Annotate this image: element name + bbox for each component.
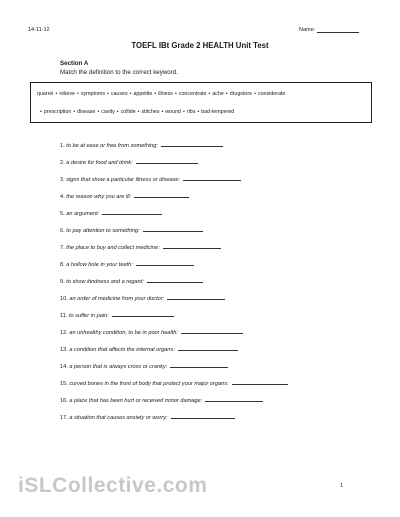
- keyword: appetite: [133, 91, 153, 97]
- keyword: cavity: [101, 109, 115, 115]
- question-text: to suffer in pain:: [68, 313, 109, 319]
- question-text: an order of medicine from your doctor:: [69, 296, 165, 302]
- question-number: 12.: [60, 330, 68, 336]
- question-text: a person that is always cross or cranky:: [69, 364, 168, 370]
- bullet-separator: •: [174, 91, 177, 97]
- answer-blank[interactable]: [136, 159, 198, 164]
- bullet-separator: •: [73, 109, 76, 115]
- keyword: symptoms: [80, 91, 105, 97]
- keyword: ache: [212, 91, 224, 97]
- question-item: [60, 312, 174, 319]
- answer-blank[interactable]: [112, 312, 174, 317]
- question-item: [60, 380, 288, 387]
- question-text: signs that show a particular illness or disease:: [66, 177, 181, 183]
- question-number: 9.: [60, 279, 65, 285]
- answer-blank[interactable]: [183, 176, 241, 181]
- answer-blank[interactable]: [171, 414, 235, 419]
- answer-blank[interactable]: [170, 363, 228, 368]
- question-number: 6.: [60, 228, 65, 234]
- question-item: [60, 295, 225, 302]
- page-number: 1: [340, 483, 344, 489]
- question-text: to be at ease or free from something:: [66, 143, 158, 149]
- question-text: the reason why you are ill:: [66, 194, 132, 200]
- answer-blank[interactable]: [102, 210, 162, 215]
- bullet-separator: •: [225, 91, 228, 97]
- section-title: Section A: [60, 60, 89, 67]
- keyword: stitches: [141, 109, 160, 115]
- answer-blank[interactable]: [161, 142, 223, 147]
- question-item: [60, 363, 228, 370]
- question-item: [60, 261, 194, 268]
- question-item: [60, 176, 241, 183]
- question-item: [60, 159, 198, 166]
- keyword: bad-tempered: [201, 109, 235, 115]
- answer-blank[interactable]: [136, 261, 194, 266]
- bullet-separator: •: [182, 109, 185, 115]
- keyword: wound: [165, 109, 181, 115]
- question-text: a place that has been hurt or received minor damage:: [69, 398, 203, 404]
- bullet-separator: •: [106, 91, 109, 97]
- keyword: concentrate: [178, 91, 207, 97]
- keyword: drugstore: [229, 91, 253, 97]
- question-number: 3.: [60, 177, 65, 183]
- bullet-separator: •: [40, 109, 42, 115]
- name-blank-line: [317, 27, 359, 33]
- question-item: [60, 397, 263, 404]
- question-number: 14.: [60, 364, 68, 370]
- question-item: [60, 414, 235, 421]
- page-title: TOEFL IBt Grade 2 HEALTH Unit Test: [131, 41, 269, 50]
- keyword: collide: [120, 109, 136, 115]
- keyword-line-2: [38, 109, 234, 115]
- bullet-separator: •: [137, 109, 140, 115]
- bullet-separator: •: [129, 91, 132, 97]
- bullet-separator: •: [197, 109, 200, 115]
- answer-blank[interactable]: [163, 244, 221, 249]
- question-number: 1.: [60, 143, 65, 149]
- question-item: [60, 278, 203, 285]
- bullet-separator: •: [161, 109, 164, 115]
- answer-blank[interactable]: [147, 278, 203, 283]
- bullet-separator: •: [254, 91, 256, 97]
- answer-blank[interactable]: [143, 227, 203, 232]
- question-text: a condition that affects the internal organs:: [69, 347, 175, 353]
- keyword: illness: [158, 91, 173, 97]
- question-text: curved bones in the front of body that protect your major organs:: [69, 381, 229, 387]
- question-text: an unhealthy condition, to be in poor health:: [69, 330, 178, 336]
- name-label: Name:: [299, 27, 316, 33]
- question-number: 17.: [60, 415, 68, 421]
- question-text: a situation that causes anxiety or worry:: [69, 415, 168, 421]
- keyword: relieve: [59, 91, 75, 97]
- question-text: the place to buy and collect medicine:: [66, 245, 160, 251]
- answer-blank[interactable]: [134, 193, 189, 198]
- keyword: considerate: [257, 91, 286, 97]
- answer-blank[interactable]: [181, 329, 243, 334]
- keyword: causes: [110, 91, 128, 97]
- bullet-separator: •: [55, 91, 58, 97]
- keyword: disease: [77, 109, 96, 115]
- question-item: [60, 227, 203, 234]
- bullet-separator: •: [208, 91, 211, 97]
- question-item: [60, 142, 223, 149]
- question-number: 13.: [60, 347, 68, 353]
- question-text: a hollow hole in your teeth:: [66, 262, 133, 268]
- keyword: quarrel: [37, 91, 54, 97]
- keyword: ribs: [186, 109, 196, 115]
- answer-blank[interactable]: [232, 380, 288, 385]
- bullet-separator: •: [154, 91, 157, 97]
- question-item: [60, 329, 243, 336]
- section-instruction: Match the definition to the correct keyword.: [60, 69, 178, 76]
- question-item: [60, 210, 162, 217]
- answer-blank[interactable]: [167, 295, 225, 300]
- keyword: prescription: [43, 109, 72, 115]
- question-text: an argument:: [66, 211, 100, 217]
- bullet-separator: •: [116, 109, 119, 115]
- question-number: 7.: [60, 245, 65, 251]
- bullet-separator: •: [76, 91, 79, 97]
- keyword-box: [30, 82, 372, 123]
- question-text: a desire for food and drink:: [66, 160, 133, 166]
- question-number: 16.: [60, 398, 68, 404]
- question-text: to show kindness and a regard:: [66, 279, 144, 285]
- header-date: 14-11-12: [28, 27, 50, 33]
- header-name-field: [299, 27, 359, 33]
- footer-brand-logo: iSLCollective.com: [18, 474, 208, 497]
- question-number: 11.: [60, 313, 68, 319]
- question-number: 15.: [60, 381, 68, 387]
- bullet-separator: •: [97, 109, 100, 115]
- answer-blank[interactable]: [178, 346, 238, 351]
- answer-blank[interactable]: [205, 397, 263, 402]
- question-item: [60, 193, 189, 200]
- question-number: 5.: [60, 211, 65, 217]
- question-item: [60, 346, 238, 353]
- question-number: 4.: [60, 194, 65, 200]
- question-text: to pay attention to something:: [66, 228, 140, 234]
- question-item: [60, 244, 221, 251]
- question-number: 10.: [60, 296, 68, 302]
- question-number: 8.: [60, 262, 65, 268]
- keyword-line-1: [37, 91, 285, 97]
- question-number: 2.: [60, 160, 65, 166]
